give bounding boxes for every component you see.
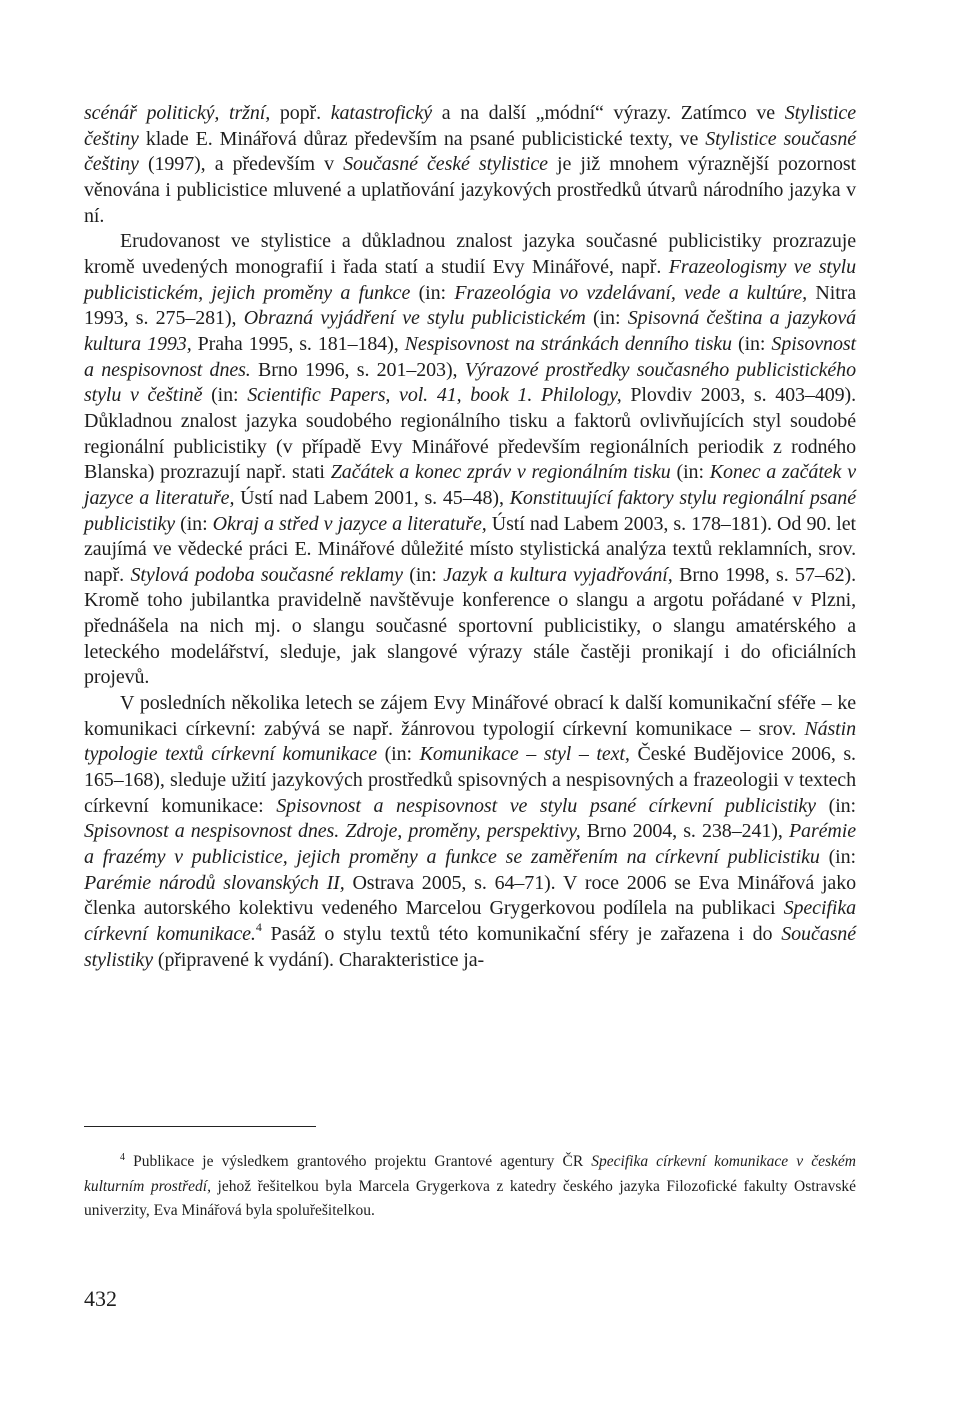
text: Nitra 1993, s. 275–281), (84, 281, 856, 330)
italic-text: Konec a začátek v jazyce a literatuře, (84, 461, 856, 509)
italic-text: Konstituující faktory stylu regionální psané publicistiky (84, 486, 856, 535)
italic-text: Parémie národů slovanských II, (84, 871, 345, 894)
text: České Budějovice 2006, s. 165–168), sleduje užití jazykových prostředků spisovných a nespisovných a frazeologii v textech církevní komunikace: (84, 743, 856, 817)
text: (in: (585, 307, 628, 330)
paragraph (84, 691, 856, 973)
text: (in: (410, 281, 455, 304)
text: je již mnohem výraznější pozornost věnována i publicistice mluvené a uplatňování jazykových prostředků útvarů národního jazyka v ní. (84, 153, 857, 227)
text: (in: (175, 512, 213, 535)
italic-text: Začátek a konec zpráv v regionálním tisku (330, 461, 671, 484)
italic-text: Současné české stylistice (343, 153, 548, 176)
italic-text: Stylistice současné češtiny (84, 127, 856, 176)
text: (in: (731, 332, 772, 355)
italic-text: Spisovnost a nespisovnost dnes. (84, 332, 856, 381)
text: (1997), a především v (138, 153, 344, 176)
italic-text: Výrazové prostředky současného publicistického stylu v češtině (84, 358, 856, 407)
italic-text: Specifika církevní komunikace. (84, 897, 856, 945)
paragraph (84, 101, 856, 229)
footnote-separator (84, 1126, 316, 1127)
text: Brno 2004, s. 238–241), (580, 820, 789, 843)
italic-text: Okraj a střed v jazyce a literatuře, (212, 512, 487, 535)
text: (připravené k vydání). Charakteristice ja- (152, 948, 485, 971)
text: Ústí nad Labem 2001, s. 45–48), (234, 486, 510, 509)
italic-text: Současné stylistiky (84, 923, 856, 971)
italic-text: Nástin typologie textů církevní komunikace (84, 717, 856, 766)
text: (in: (819, 846, 856, 869)
italic-text: Spisovnost a nespisovnost ve stylu psané církevní publicistiky (276, 794, 816, 817)
paragraph (84, 229, 856, 691)
text: Ústí nad Labem 2003, s. 178–181). Od 90. let zaujímá ve vědecké práci E. Minářové důležité místo stylistická analýza textů reklamních, srov. např. (84, 512, 856, 586)
italic-text: Specifika církevní komunikace v českém kulturním prostředí, (84, 1153, 856, 1195)
italic-text: Spisovnost a nespisovnost dnes. Zdroje, proměny, perspektivy, (84, 820, 581, 843)
text: (in: (815, 794, 857, 817)
text: (in: (376, 743, 420, 766)
italic-text: Frazeológia vo vzdelávaní, vede a kultúre, (454, 281, 808, 304)
text: (in: (202, 384, 248, 407)
footnote-reference: 4 (255, 920, 262, 934)
text: Publikace je výsledkem grantového projektu Grantové agentury ČR (125, 1153, 592, 1170)
body-text (84, 101, 856, 973)
text: (in: (402, 563, 444, 586)
text: Brno 1998, s. 57–62). Kromě toho jubilantka pravidelně navštěvuje konference o slangu a argotu pořádané v Plzni, přednášela na nich mj. o slangu současné sportovní publicistiky, o slangu amatérského a leteckého modelářství, sleduje, jak slangové výrazy stále častěji pronikají i do oficiálních projevů. (84, 563, 857, 689)
text: Erudovanost ve stylistice a důkladnou znalost jazyka současné publicistiky prozrazuje kromě uvedených monografií i řada statí a studií Evy Minářové, např. (84, 230, 856, 278)
italic-text: Parémie a frazémy v publicistice, jejich proměny a funkce se zaměřením na církevní publicistiku (84, 820, 856, 869)
italic-text: Stylistice češtiny (84, 102, 856, 150)
text: jehož řešitelkou byla Marcela Grygerkova z katedry českého jazyka Filozofické fakulty Ostravské univerzity, Eva Minářová byla spoluřešitelkou. (84, 1177, 856, 1219)
text: Praha 1995, s. 181–184), (191, 332, 405, 355)
italic-text: Komunikace – styl – text, (419, 743, 630, 766)
text: klade E. Minářová důraz především na psané publicistické texty, ve (138, 127, 706, 150)
italic-text: Nespisovnost na stránkách denního tisku (404, 332, 732, 355)
text: Pasáž o stylu textů této komunikační sféry je zařazena i do (261, 923, 782, 945)
text: Brno 1996, s. 201–203), (250, 358, 465, 381)
italic-text: Stylová podoba současné reklamy (130, 563, 403, 586)
italic-text: Spisovná čeština a jazyková kultura 1993, (84, 307, 857, 355)
text: (in: (670, 461, 710, 484)
italic-text: Obrazná vyjádření ve stylu publicistickém (243, 307, 586, 330)
italic-text: Frazeologismy ve stylu publicistickém, jejich proměny a funkce (84, 255, 856, 304)
italic-text: scénář politický, tržní, (84, 102, 271, 124)
text: popř. (270, 102, 331, 124)
text: V posledních několika letech se zájem Evy Minářové obrací k další komunikační sféře – ke komunikaci církevní: zabývá se např. žánrovou typologií církevní komunikace – srov. (84, 692, 856, 740)
italic-text: Scientific Papers, vol. 41, book 1. Philology, (247, 384, 622, 407)
italic-text: katastrofický (330, 102, 433, 124)
text: a na další „módní“ výrazy. Zatímco ve (432, 102, 785, 124)
footnote (84, 1150, 856, 1224)
text: Plovdiv 2003, s. 403–409). Důkladnou znalost jazyka soudobého regionálního tisku a faktorů ovlivňujících styl soudobé regionální publicistiky (v případě Evy Minářové především regionálních periodik z rodného Blanska) prozrazují např. stati (84, 384, 856, 484)
text: Ostrava 2005, s. 64–71). V roce 2006 se Eva Minářová jako členka autorského kolektivu vedeného Marcelou Grygerkovou podílela na publikaci (84, 871, 856, 920)
italic-text: Jazyk a kultura vyjadřování, (443, 563, 673, 586)
page-number: 432 (84, 1286, 117, 1311)
footnote-marker: 4 (120, 1152, 125, 1163)
